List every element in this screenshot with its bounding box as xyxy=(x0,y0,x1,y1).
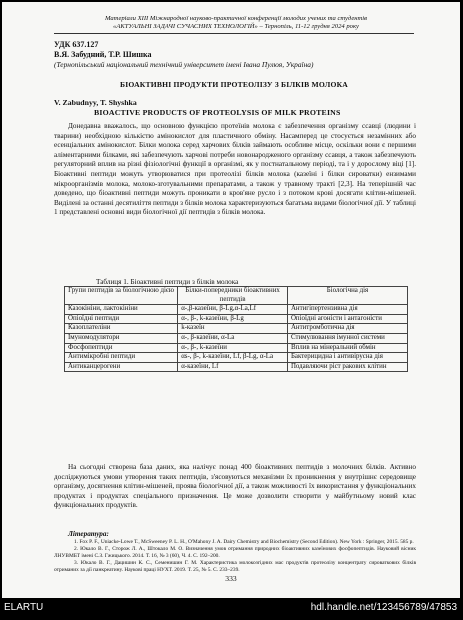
table-header-row xyxy=(65,287,408,305)
table-caption: Таблиця 1. Біоактивні пептиди з білків молока xyxy=(96,278,239,286)
table-cell: Казоплателіни xyxy=(65,324,178,334)
header-divider xyxy=(54,33,414,34)
table-cell: α-, β-, k-казеїни xyxy=(178,343,288,353)
table-cell: αs-, β-, k-казеїни, Lf, β-Lg, α-La xyxy=(178,353,288,363)
table-cell: Стимулювання імунної системи xyxy=(287,333,407,343)
page-number: 333 xyxy=(225,574,237,583)
table-cell: α-,β-казеїни, β-Lg,α-La,Lf xyxy=(178,305,288,315)
reference-list xyxy=(54,539,416,574)
authors-ua: В.Я. Забудний, Т.Р. Шишка xyxy=(54,50,152,59)
header-line-1: Матеріали XIII Міжнародної науково-практичної конференції молодих учених та студентів xyxy=(104,15,367,22)
table-cell: Бактерицидна і антивірусна дія xyxy=(287,353,407,363)
literature-heading: Література: xyxy=(68,530,109,538)
table-cell: Казокініни, лактокініни xyxy=(65,305,178,315)
udk-code: УДК 637.127 xyxy=(54,40,99,49)
handle-link[interactable]: hdl.handle.net/123456789/47853 xyxy=(310,602,457,613)
table-row xyxy=(65,305,408,315)
table-cell: Вплив на мінеральний обмін xyxy=(287,343,407,353)
table-header-cell: Білки-попередники біоактивних пептидів xyxy=(178,287,288,305)
title-en: BIOACTIVE PRODUCTS OF PROTEOLYSIS OF MILK PROTEINS xyxy=(94,108,341,117)
table-cell: Опіоїдні агоністи і антагоністи xyxy=(287,314,407,324)
table-cell: α-, β-, k-казеїни, β-Lg xyxy=(178,314,288,324)
table-cell: Антиканцерогени xyxy=(65,362,178,372)
table-cell: Подавляючи ріст ракових клітин xyxy=(287,362,407,372)
authors-en: V. Zabudnyy, T. Shyshka xyxy=(54,98,137,107)
affiliation: (Тернопільський національний технічний університет імені Івана Пулюя, Україна) xyxy=(54,60,314,69)
table-cell: α-казеїни, Lf xyxy=(178,362,288,372)
body-paragraph-2: На сьогодні створена база даних, яка налічує понад 400 біоактивних пептидів з молочних білків. Активно досліджуються умови утворення таких пептидів, з'ясовуються механізми їх проникнення у внутрішнє середовище організму, досягнення клітин-мішеней, проява біологічної дії, а також можливості їх використання у функціональних продуктах і продуктах спеціального призначення. Це може дозволити створити у майбутньому новий клас функціональних продуктів. xyxy=(54,463,416,510)
title-ua: БІОАКТИВНІ ПРОДУКТИ ПРОТЕОЛІЗУ З БІЛКІВ МОЛОКА xyxy=(120,80,348,89)
table-cell: Антигіпертензивна дія xyxy=(287,305,407,315)
document-page xyxy=(2,2,460,598)
table-row xyxy=(65,324,408,334)
table-row xyxy=(65,333,408,343)
table-row xyxy=(65,314,408,324)
table-cell: k-казеїн xyxy=(178,324,288,334)
table-cell: Антимікробні пептиди xyxy=(65,353,178,363)
conference-header xyxy=(56,15,416,31)
table-row xyxy=(65,343,408,353)
table-cell: Імуномодулятори xyxy=(65,333,178,343)
header-line-2: «АКТУАЛЬНІ ЗАДАЧІ СУЧАСНИХ ТЕХНОЛОГІЙ» – Тернопіль, 11-12 грудня 2024 року xyxy=(113,23,359,30)
table-header-cell: Біологічна дія xyxy=(287,287,407,305)
table-cell: Опіоїдні пептиди xyxy=(65,314,178,324)
table-row xyxy=(65,353,408,363)
table-cell: α-, β-казеїни, α-La xyxy=(178,333,288,343)
reference-item: 3. Юкало В. Г., Дацишин К. С., Семенишин Г. М. Характеристика молокозгідних мас продуктів протеолізу концентрату сироваткових білків отриманих за дії панкреатину. Наукові праці НУХТ. 2019. Т. 25, № 5. С. 233–239. xyxy=(54,560,416,573)
reference-item: 2. Юкало В. Г., Сторож Л. А., Штокало М. О. Визначення умов отримання природних біоактивних казеїнових фосфопептидів. Науковий вісник ЛНУВМБТ імені С.З. Гжицького. 2014. Т. 16, № 3 (60), Ч. 4. С. 192–200. xyxy=(54,546,416,559)
table-row xyxy=(65,362,408,372)
peptides-table xyxy=(64,286,408,372)
table-cell: Фосфопептиди xyxy=(65,343,178,353)
table-header-cell: Групи пептидів за біологічною дією xyxy=(65,287,178,305)
table-cell: Антитромботична дія xyxy=(287,324,407,334)
reference-item: 1. Fox P. F., Uniacke-Lowe T., McSweeney P. L. H., O'Mahony J. A. Dairy Chemistry and Biochemistry (Second Edition). New York : Springer, 2015. 585 p. xyxy=(74,539,414,545)
repository-label: ELARTU xyxy=(4,602,44,613)
body-paragraph-1: Донедавна вважалось, що основною функцією протеїнів молока є забезпечення організму ссавці (людини і тварини) необхідною кількістю амінокислот для пластичного обміну. Насамперед це стосується незамінних або есенціальних амінокислот. Білки молока серед харчових білків займають особливе місце, оскільки вони є першими аліментарними білками, які забезпечують харчові потреби новонародженого організму ссавця, а також забезпечують регуляторний вплив на різні фізіологічні функції в організмі, як у постнатальному періоді, та і у дорослому віці [1]. Біоактивні пептиди можуть утворюватися при протеолізі білків молока (казеїні і білки сироватки) ензимами мікроорганізмів молока, молоко-зготувальними препаратами, а також у травному тракті [2,3]. На теперішній час доведено, що біоактивні пептиди можуть проникати в кров'яне русло і з потоком крові досягати клітин-мішеней. Виділені за останні десятиліття пептиди з білків молока характеризуються багатьма видами біологічної дії. У таблиці 1 представлені основні види біологічної дії пептидів з білків молока. xyxy=(54,122,416,217)
